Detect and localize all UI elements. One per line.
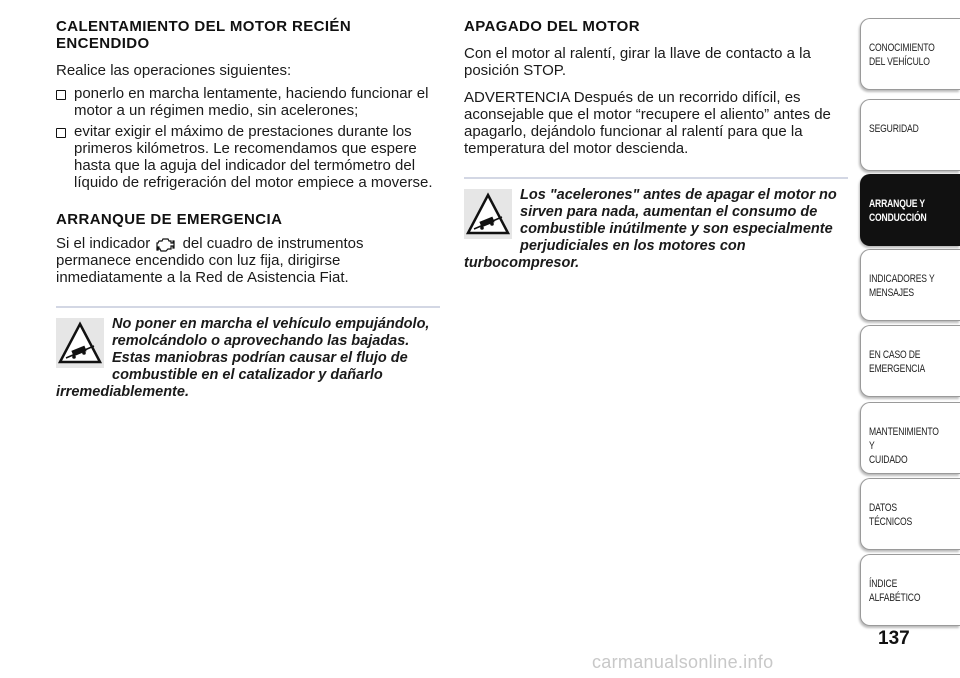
tab-label: CONOCIMIENTO DEL VEHÍCULO (869, 42, 935, 68)
divider (56, 306, 440, 308)
tab-label: DATOS TÉCNICOS (869, 502, 913, 528)
tab-section-8[interactable] (860, 554, 960, 626)
engine-check-icon (156, 234, 176, 252)
tab-label: ARRANQUE Y CONDUCCIÓN (869, 198, 927, 224)
tab-section-1[interactable] (860, 18, 960, 90)
heading-engine-warmup: CALENTAMIENTO DEL MOTOR RECIÉN ENCENDIDO (56, 18, 352, 52)
tab-label: SEGURIDAD (869, 123, 919, 135)
warning-box (464, 187, 848, 272)
emergency-text: Si el indicador del cuadro de instrumentos permanece encendido con luz fija, dirigirse inmediatamente a la Red de Asistencia Fiat. (56, 235, 364, 286)
tab-section-2[interactable] (860, 99, 960, 171)
heading-engine-off: APAGADO DEL MOTOR (464, 18, 640, 35)
checkbox-bullet-icon (56, 128, 66, 138)
warning-text: No poner en marcha el vehículo empujándolo, remolcándolo o aprovechando las bajadas. Estas maniobras podrían causar el flujo de combustible en el catalizador y dañarlo irremediablemente. (56, 316, 430, 400)
heading-emergency-start: ARRANQUE DE EMERGENCIA (56, 211, 283, 228)
left-column (56, 18, 440, 401)
checkbox-bullet-icon (56, 90, 66, 100)
divider (464, 177, 848, 179)
engine-off-text: Con el motor al ralentí, girar la llave de contacto a la posición STOP. (464, 45, 811, 79)
tab-section-5[interactable] (860, 325, 960, 397)
car-on-slope-triangle-icon (56, 318, 104, 368)
tab-section-7[interactable] (860, 478, 960, 550)
car-on-slope-triangle-icon (464, 189, 512, 239)
tab-label: MANTENIMIENTO Y CUIDADO (869, 426, 939, 466)
tab-label: INDICADORES Y MENSAJES (869, 273, 935, 299)
tab-section-3[interactable] (860, 174, 960, 246)
watermark: carmanualsonline.info (592, 652, 774, 672)
tab-section-4[interactable] (860, 249, 960, 321)
bullet-list (56, 85, 440, 191)
tab-label: EN CASO DE EMERGENCIA (869, 349, 926, 375)
list-item: evitar exigir el máximo de prestaciones durante los primeros kilómetros. Le recomendamos que espere hasta que la aguja del indicador del termómetro del líquido de refrigeración del motor empiece a moverse. (56, 123, 440, 191)
tab-label: ÍNDICE ALFABÉTICO (869, 578, 921, 604)
warning-box (56, 316, 440, 401)
right-column (464, 18, 848, 272)
intro-text: Realice las operaciones siguientes: (56, 62, 292, 79)
advertencia-text: ADVERTENCIA Después de un recorrido difícil, es aconsejable que el motor “recupere el aliento” antes de apagarlo, dejándolo funcionar al ralentí para que la temperatura del motor descienda. (464, 89, 831, 157)
warning-text: Los "acelerones" antes de apagar el motor no sirven para nada, aumentan el consumo de combustible inútilmente y son especialmente perjudiciales en los motores con turbocompresor. (464, 187, 837, 271)
tab-section-6[interactable] (860, 402, 960, 474)
list-item: ponerlo en marcha lentamente, haciendo funcionar el motor a un régimen medio, sin acelerones; (56, 85, 440, 119)
page-number: 137 (878, 628, 910, 649)
